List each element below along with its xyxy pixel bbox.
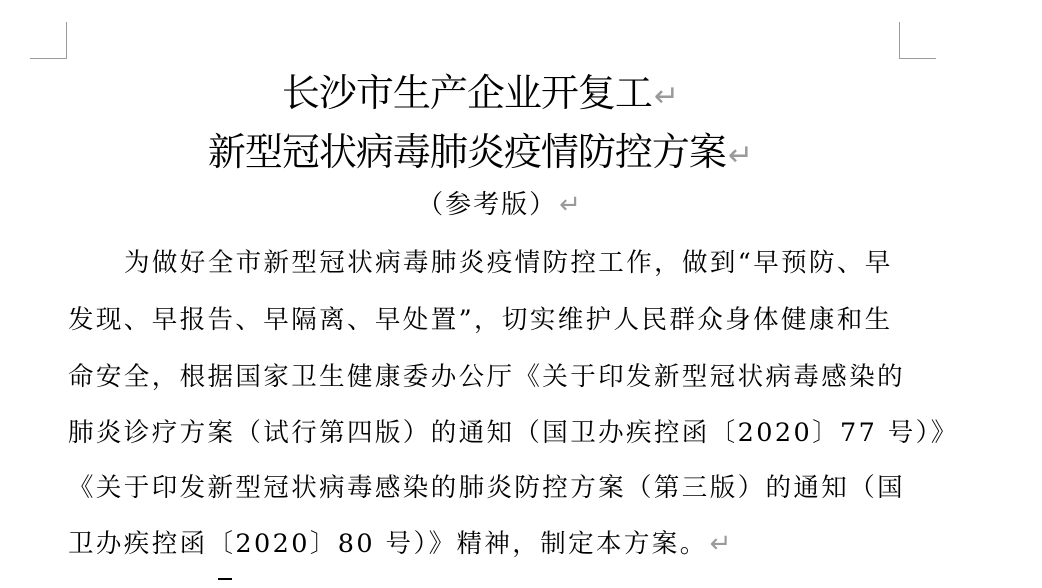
left-margin-corner-mark bbox=[30, 22, 67, 59]
title-line-1-text: 长沙市生产企业开复工 bbox=[281, 71, 652, 115]
cut-off-next-line-glyph bbox=[218, 578, 232, 588]
body-line-text: 发现、早报告、早隔离、早处置”，切实维护人民群众身体健康和生 bbox=[68, 305, 893, 335]
body-line-text: 命安全，根据国家卫生健康委办公厅《关于印发新型冠状病毒感染的 bbox=[68, 362, 906, 392]
body-line-text: 肺炎诊疗方案（试行第四版）的通知（国卫办疾控函〔2020〕77 号）》 bbox=[68, 418, 959, 448]
body-text-line[interactable] bbox=[68, 471, 906, 505]
title-line-2-text: 新型冠状病毒肺炎疫情防控方案 bbox=[207, 130, 726, 174]
paragraph-mark-icon: ↵ bbox=[653, 79, 679, 114]
paragraph-mark-icon: ↵ bbox=[559, 190, 583, 220]
document-subtitle[interactable] bbox=[0, 184, 1000, 221]
body-text-line[interactable] bbox=[68, 360, 906, 394]
body-line-text: 《关于印发新型冠状病毒感染的肺炎防控方案（第三版）的通知（国 bbox=[68, 473, 906, 503]
right-margin-corner-mark bbox=[899, 22, 936, 59]
body-text-line[interactable] bbox=[68, 527, 898, 561]
body-line-text: 为做好全市新型冠状病毒肺炎疫情防控工作，做到“早预防、早 bbox=[124, 248, 893, 278]
paragraph-mark-icon: ↵ bbox=[727, 138, 753, 173]
paragraph-mark-icon: ↵ bbox=[709, 529, 734, 559]
body-text-line[interactable] bbox=[68, 416, 959, 450]
subtitle-text: （参考版） bbox=[417, 190, 558, 220]
body-line-text: 卫办疾控函〔2020〕80 号）》精神，制定本方案。 bbox=[68, 529, 708, 559]
body-text-line[interactable] bbox=[68, 303, 898, 337]
body-text-line[interactable] bbox=[124, 246, 904, 280]
document-title-line-1[interactable] bbox=[0, 62, 980, 117]
document-title-line-2[interactable] bbox=[0, 121, 980, 176]
